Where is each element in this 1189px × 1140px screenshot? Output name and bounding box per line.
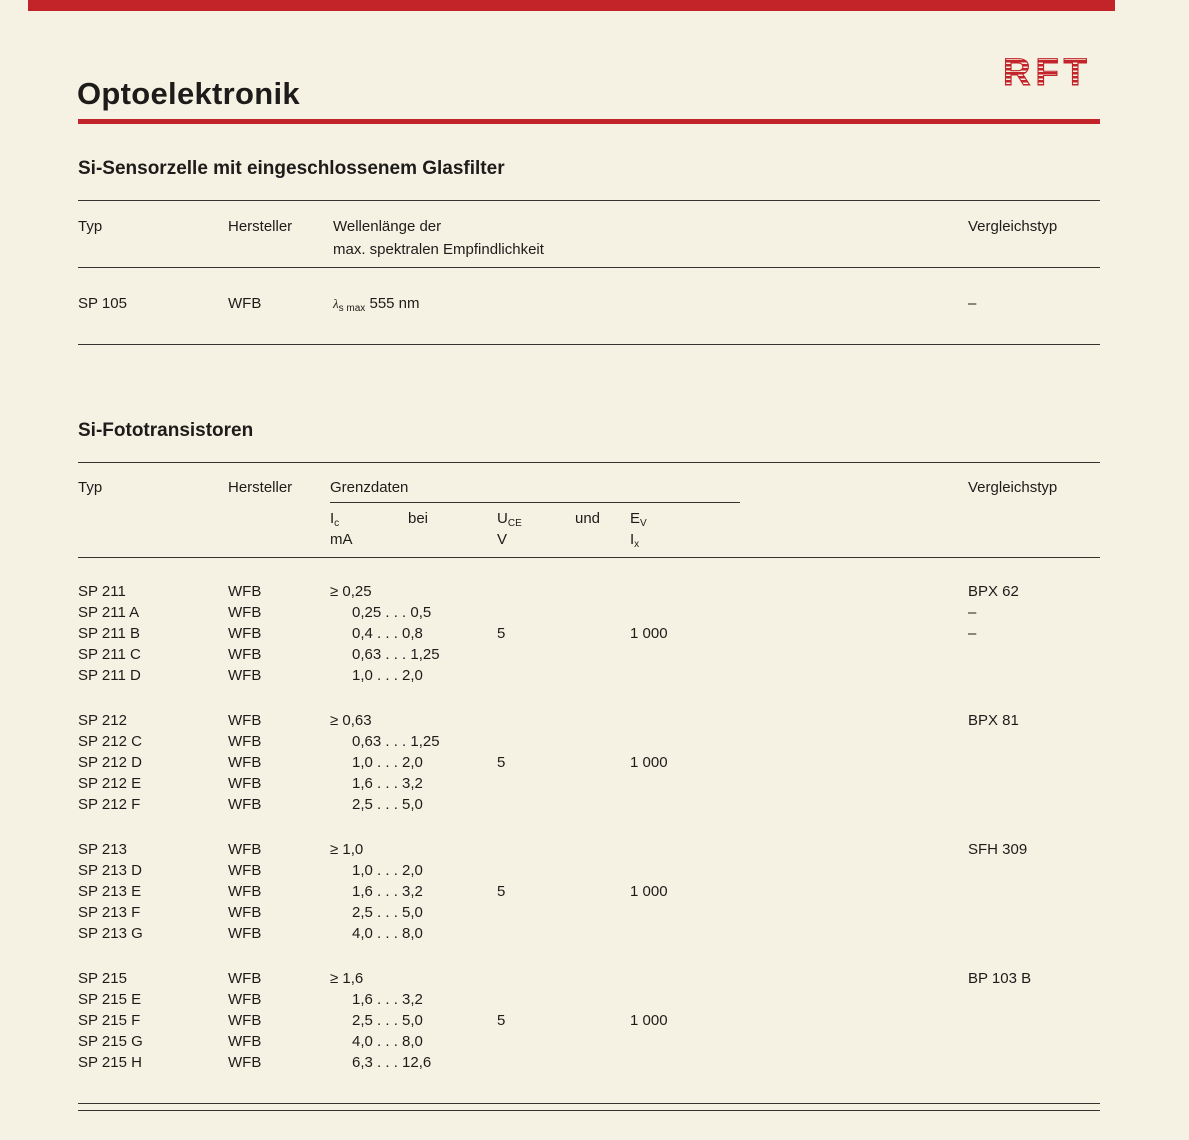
cell-hersteller: WFB bbox=[228, 775, 262, 792]
table-row bbox=[0, 991, 1189, 1012]
rft-logo-text: RFT bbox=[1003, 52, 1092, 94]
cell-hersteller: WFB bbox=[228, 733, 262, 750]
cell-typ: SP 212 C bbox=[78, 733, 142, 750]
row-group bbox=[0, 841, 1189, 946]
cell-typ: SP 212 bbox=[78, 712, 127, 729]
cell-hersteller: WFB bbox=[228, 1012, 262, 1029]
cell-hersteller: WFB bbox=[228, 991, 262, 1008]
uce-base: U bbox=[497, 510, 508, 527]
col-header-vergleichstyp-2: Vergleichstyp bbox=[968, 479, 1058, 496]
cell-hersteller: WFB bbox=[228, 712, 262, 729]
row-group bbox=[0, 712, 1189, 817]
rule-foto-header-sep bbox=[78, 557, 1100, 558]
cell-ic: ≥ 0,25 bbox=[330, 583, 372, 600]
col-header-hersteller-2: Hersteller bbox=[228, 479, 293, 496]
table-row bbox=[0, 1012, 1189, 1033]
section-heading-sensorzelle: Si-Sensorzelle mit eingeschlossenem Glasfilter bbox=[78, 158, 505, 179]
cell-uce: 5 bbox=[497, 883, 506, 900]
cell-ic: 1,0 . . . 2,0 bbox=[352, 754, 423, 771]
cell-ev: 1 000 bbox=[630, 754, 668, 771]
col-header-hersteller: Hersteller bbox=[228, 218, 293, 235]
table-row bbox=[0, 646, 1189, 667]
cell-hersteller: WFB bbox=[228, 904, 262, 921]
cell-hersteller: WFB bbox=[228, 646, 262, 663]
cell-ic: 4,0 . . . 8,0 bbox=[352, 1033, 423, 1050]
cell-ic: 6,3 . . . 12,6 bbox=[352, 1054, 432, 1071]
cell-hersteller: WFB bbox=[228, 667, 262, 684]
cell-ic: ≥ 1,0 bbox=[330, 841, 364, 858]
cell-vergleichstyp: BPX 81 bbox=[968, 712, 1019, 729]
row-group bbox=[0, 583, 1189, 688]
cell-hersteller: WFB bbox=[228, 295, 262, 312]
cell-hersteller: WFB bbox=[228, 1054, 262, 1071]
table-row bbox=[0, 1033, 1189, 1054]
col-header-typ: Typ bbox=[78, 218, 103, 235]
cell-typ: SP 211 C bbox=[78, 646, 141, 663]
cell-hersteller: WFB bbox=[228, 604, 262, 621]
row-group bbox=[0, 970, 1189, 1075]
table-row bbox=[0, 604, 1189, 625]
cell-hersteller: WFB bbox=[228, 754, 262, 771]
top-red-bar bbox=[28, 0, 1115, 11]
title-red-rule bbox=[78, 119, 1100, 124]
ix-base: I bbox=[630, 531, 635, 548]
cell-vergleichstyp: – bbox=[968, 295, 977, 312]
cell-typ: SP 213 G bbox=[78, 925, 143, 942]
subheader-und: und bbox=[575, 510, 601, 527]
cell-hersteller: WFB bbox=[228, 841, 262, 858]
subheader-ev bbox=[630, 510, 647, 529]
lambda-symbol: λ bbox=[333, 296, 339, 311]
table-row bbox=[0, 904, 1189, 925]
cell-ic: 2,5 . . . 5,0 bbox=[352, 1012, 423, 1029]
cell-vergleichstyp: SFH 309 bbox=[968, 841, 1028, 858]
cell-typ: SP 211 A bbox=[78, 604, 140, 621]
cell-typ: SP 213 E bbox=[78, 883, 142, 900]
table-row bbox=[0, 883, 1189, 904]
cell-typ: SP 211 D bbox=[78, 667, 141, 684]
cell-ic: 1,6 . . . 3,2 bbox=[352, 991, 423, 1008]
cell-typ: SP 105 bbox=[78, 295, 127, 312]
col-header-wellenlaenge-2: max. spektralen Empfindlichkeit bbox=[333, 241, 544, 258]
subheader-unit-v: V bbox=[497, 531, 508, 548]
fototransistor-table-body bbox=[0, 583, 1189, 1075]
table-row bbox=[0, 775, 1189, 796]
table-row bbox=[0, 925, 1189, 946]
cell-typ: SP 215 H bbox=[78, 1054, 142, 1071]
table-row bbox=[0, 796, 1189, 817]
col-header-wellenlaenge-1: Wellenlänge der bbox=[333, 218, 442, 235]
table-row bbox=[0, 583, 1189, 604]
col-header-grenzdaten: Grenzdaten bbox=[330, 479, 409, 496]
cell-typ: SP 215 bbox=[78, 970, 127, 987]
cell-vergleichstyp: BP 103 B bbox=[968, 970, 1032, 987]
cell-wellenlaenge bbox=[333, 295, 420, 314]
cell-typ: SP 215 E bbox=[78, 991, 142, 1008]
cell-typ: SP 213 bbox=[78, 841, 127, 858]
lambda-value: 555 nm bbox=[369, 295, 420, 312]
cell-typ: SP 212 E bbox=[78, 775, 142, 792]
cell-ic: 0,4 . . . 0,8 bbox=[352, 625, 423, 642]
cell-vergleichstyp: – bbox=[968, 604, 977, 621]
table-row bbox=[0, 862, 1189, 883]
cell-ic: 0,25 . . . 0,5 bbox=[352, 604, 432, 621]
cell-ic: 1,6 . . . 3,2 bbox=[352, 775, 423, 792]
subheader-ix bbox=[630, 531, 639, 550]
cell-ic: 1,0 . . . 2,0 bbox=[352, 862, 423, 879]
cell-typ: SP 212 D bbox=[78, 754, 142, 771]
table-row bbox=[0, 625, 1189, 646]
cell-typ: SP 211 bbox=[78, 583, 126, 600]
ev-base: E bbox=[630, 510, 641, 527]
cell-typ: SP 213 F bbox=[78, 904, 141, 921]
cell-ic: 4,0 . . . 8,0 bbox=[352, 925, 423, 942]
col-header-typ-2: Typ bbox=[78, 479, 103, 496]
table-row bbox=[0, 841, 1189, 862]
cell-hersteller: WFB bbox=[228, 583, 262, 600]
cell-typ: SP 212 F bbox=[78, 796, 141, 813]
rule-bottom-1 bbox=[78, 1103, 1100, 1104]
table-row bbox=[0, 733, 1189, 754]
table-row bbox=[0, 970, 1189, 991]
subheader-unit-ma: mA bbox=[330, 531, 353, 548]
cell-ic: 1,0 . . . 2,0 bbox=[352, 667, 423, 684]
cell-ic: 0,63 . . . 1,25 bbox=[352, 733, 440, 750]
cell-ev: 1 000 bbox=[630, 1012, 668, 1029]
table-row bbox=[0, 1054, 1189, 1075]
cell-ev: 1 000 bbox=[630, 883, 668, 900]
cell-hersteller: WFB bbox=[228, 796, 262, 813]
col-header-vergleichstyp: Vergleichstyp bbox=[968, 218, 1058, 235]
ic-base: I bbox=[330, 510, 335, 527]
cell-uce: 5 bbox=[497, 1012, 506, 1029]
ic-sub: c bbox=[334, 518, 340, 529]
cell-hersteller: WFB bbox=[228, 925, 262, 942]
rule-grenzdaten-underline bbox=[330, 502, 740, 503]
cell-vergleichstyp: BPX 62 bbox=[968, 583, 1019, 600]
cell-ic: 2,5 . . . 5,0 bbox=[352, 904, 423, 921]
table-row bbox=[0, 712, 1189, 733]
cell-ic: 1,6 . . . 3,2 bbox=[352, 883, 423, 900]
cell-typ: SP 211 B bbox=[78, 625, 140, 642]
cell-ic: 0,63 . . . 1,25 bbox=[352, 646, 440, 663]
subheader-bei: bei bbox=[408, 510, 429, 527]
rule-sensor-header-sep bbox=[78, 267, 1100, 268]
lambda-subscript: s max bbox=[338, 303, 366, 314]
rule-sensor-bottom bbox=[78, 344, 1100, 345]
table-row bbox=[0, 754, 1189, 775]
cell-hersteller: WFB bbox=[228, 862, 262, 879]
cell-typ: SP 215 G bbox=[78, 1033, 143, 1050]
rule-sensor-top bbox=[78, 200, 1100, 201]
cell-hersteller: WFB bbox=[228, 970, 262, 987]
subheader-uce bbox=[497, 510, 522, 529]
rule-foto-top bbox=[78, 462, 1100, 463]
cell-uce: 5 bbox=[497, 754, 506, 771]
cell-hersteller: WFB bbox=[228, 883, 262, 900]
table-row bbox=[0, 667, 1189, 688]
cell-typ: SP 213 D bbox=[78, 862, 142, 879]
section-heading-fototransistoren: Si-Fototransistoren bbox=[78, 420, 254, 441]
rule-bottom-2 bbox=[78, 1110, 1100, 1111]
cell-ic: ≥ 0,63 bbox=[330, 712, 372, 729]
cell-hersteller: WFB bbox=[228, 1033, 262, 1050]
cell-ic: 2,5 . . . 5,0 bbox=[352, 796, 423, 813]
uce-sub: CE bbox=[507, 518, 522, 529]
subheader-ic bbox=[330, 510, 339, 529]
cell-hersteller: WFB bbox=[228, 625, 262, 642]
cell-uce: 5 bbox=[497, 625, 506, 642]
rft-logo bbox=[1003, 54, 1113, 92]
cell-ic: ≥ 1,6 bbox=[330, 970, 364, 987]
cell-ev: 1 000 bbox=[630, 625, 668, 642]
cell-typ: SP 215 F bbox=[78, 1012, 141, 1029]
page-title: Optoelektronik bbox=[77, 76, 300, 111]
cell-vergleichstyp: – bbox=[968, 625, 977, 642]
ev-sub: V bbox=[640, 518, 647, 529]
ix-sub: x bbox=[634, 539, 640, 550]
